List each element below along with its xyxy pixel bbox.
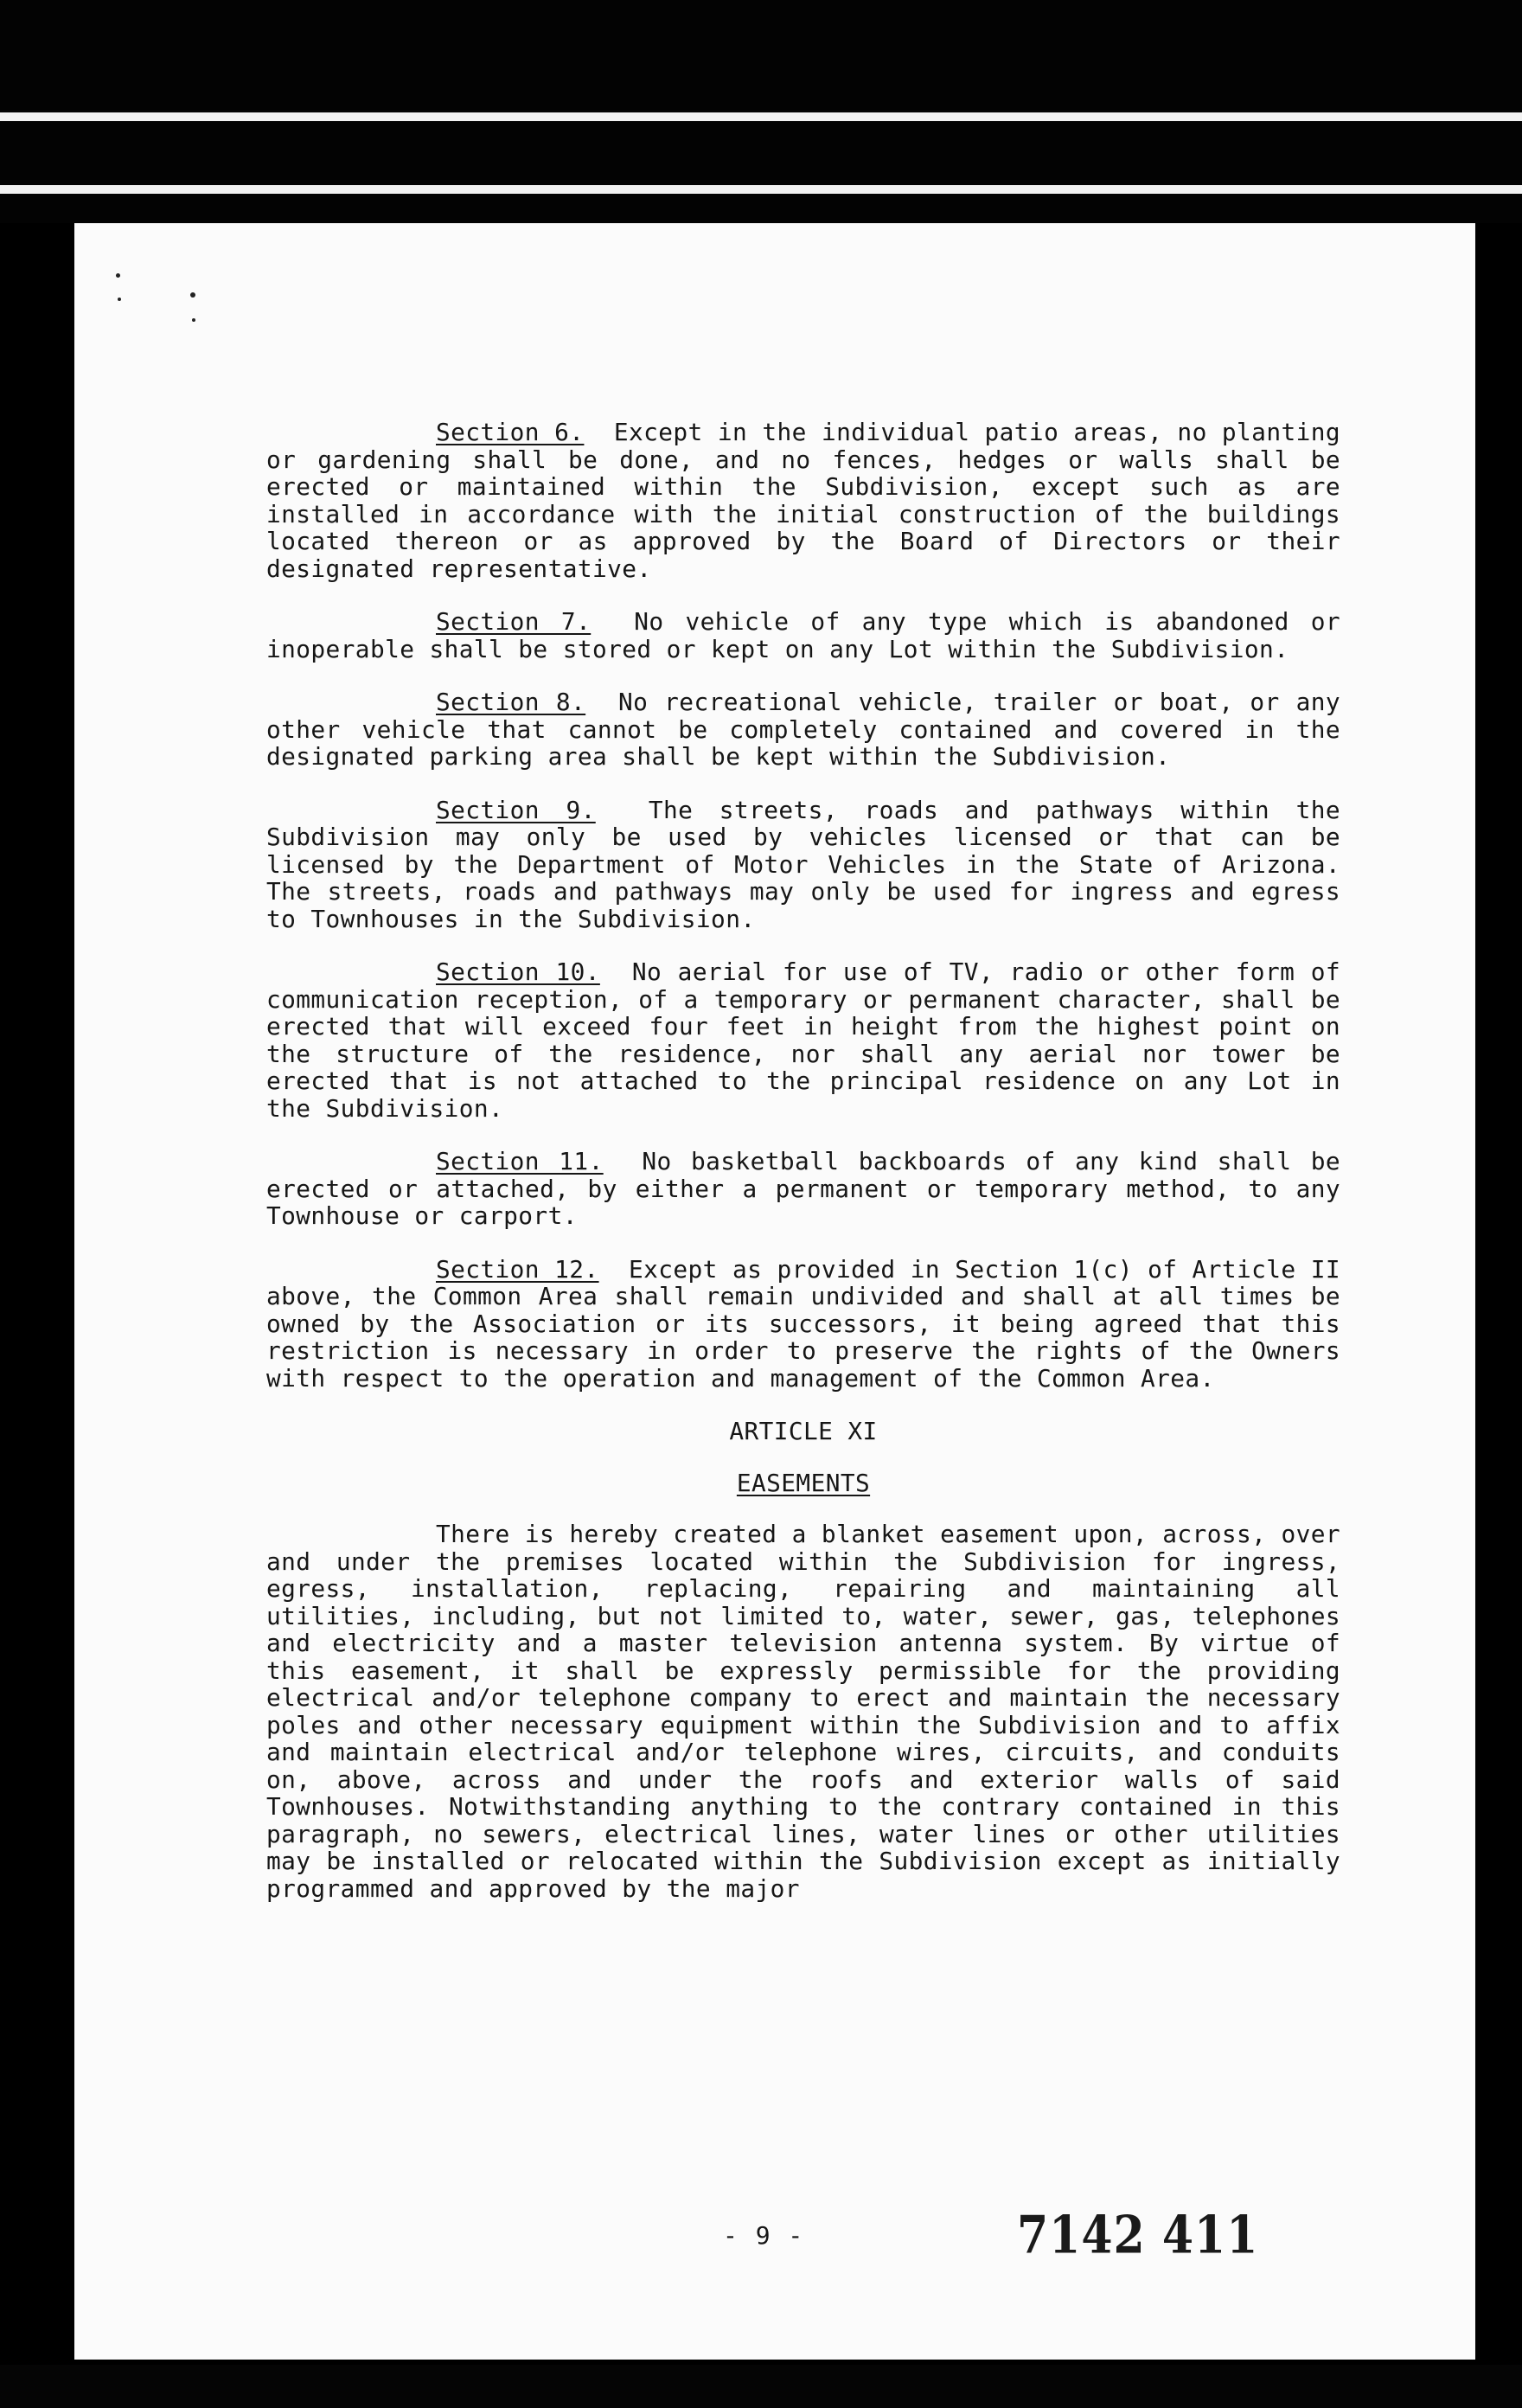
section-title: Section 10. [436,957,600,986]
article-heading-text: EASEMENTS [736,1468,871,1497]
section-title: Section 11. [436,1147,604,1175]
easement-paragraph: There is hereby created a blanket easement upon, across, over and under the premises located within the Subdivision for ingress, egress, installation, replacing, repairing and maintaining all utilities, including, but not limited to, water, sewer, gas, telephones and electricity and a master television antenna system. By virtue of this easement, it shall be expressly permissible for the providing electrical and/or telephone company to erect and maintain the necessary poles and other necessary equipment within the Subdivision and to affix and maintain electrical and/or telephone wires, circuits, and conduits on, above, across and under the roofs and exterior walls of said Townhouses. Notwithstanding anything to the contrary contained in this paragraph, no sewers, electrical lines, water lines or other utilities may be installed or relocated within the Subdivision except as initially programmed and approved by the major [266,1520,1340,1903]
section-9 [266,797,1340,933]
section-title: Section 6. [436,418,585,446]
document-page [74,223,1475,2360]
scan-bottom-border [0,2365,1522,2408]
document-body [266,419,1340,1928]
section-title: Section 7. [436,607,592,636]
section-7 [266,608,1340,663]
section-10 [266,958,1340,1122]
section-text: Except as provided in Section 1(c) of Article II above, the Common Area shall remain undivided and shall at all times be owned by the Association or its successors, it being agreed that this restriction is necessary in order to preserve the rights of the Owners with respect to the operation and management of the Common Area. [266,1254,1340,1393]
section-8 [266,688,1340,771]
article-title: ARTICLE XI [729,1417,878,1445]
article-heading [266,1470,1340,1497]
page-number: - 9 - [723,2221,805,2250]
section-text: The streets, roads and pathways within the Subdivision may only be used by vehicles licensed or that can be licensed by the Department of Motor Vehicles in the State of Arizona. The streets, roads and pathways may only be used for ingress and egress to Townhouses in the Subdivision. [266,795,1340,933]
scan-speck [116,273,120,278]
section-title: Section 12. [436,1254,599,1284]
section-title: Section 9. [436,795,596,824]
scan-speck [118,298,121,301]
section-title: Section 8. [436,688,586,716]
scan-speck [190,292,195,298]
scan-rule [0,112,1522,121]
scan-rule [0,185,1522,194]
section-text: No basketball backboards of any kind shall be erected or attached, by either a permanent or temporary method, to any Townhouse or carport. [266,1147,1340,1230]
section-text: No aerial for use of TV, radio or other form of communication reception, of a temporary or permanent character, shall be erected that will exceed four feet in height from the highest point on the structure of the residence, nor shall any aerial nor tower be erected that is not attached to the principal residence on any Lot in the Subdivision. [266,957,1340,1123]
section-12 [266,1256,1340,1393]
section-text: Except in the individual patio areas, no planting or gardening shall be done, and no fences, hedges or walls shall be erected or maintained within the Subdivision, except such as are installed in accordance with the initial construction of the buildings located thereon or as approved by the Board of Directors or their designated representative. [266,418,1340,583]
section-text: No vehicle of any type which is abandoned or inoperable shall be stored or kept on any Lot within the Subdivision. [266,607,1340,663]
recording-stamp: 7142 411 [1017,2205,1259,2266]
section-text: No recreational vehicle, trailer or boat, or any other vehicle that cannot be completely contained and covered in the designated parking area shall be kept within the Subdivision. [266,688,1340,771]
section-6 [266,419,1340,582]
section-11 [266,1148,1340,1230]
scan-speck [192,318,195,322]
